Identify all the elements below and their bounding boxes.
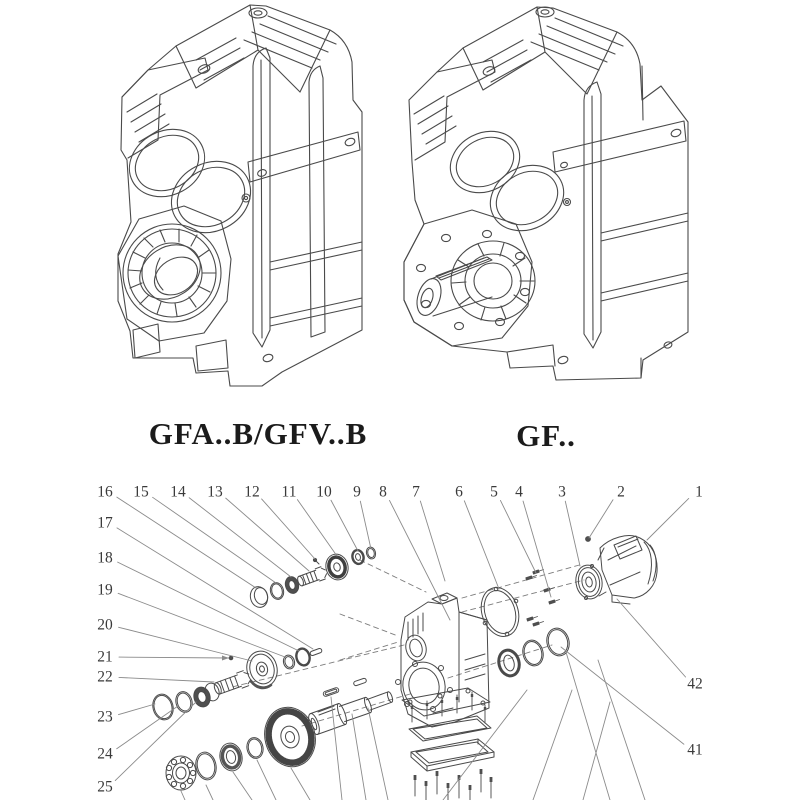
callout-label-3: 3 xyxy=(558,483,566,501)
callout-label-5: 5 xyxy=(490,483,498,501)
model-label-right: GF.. xyxy=(516,418,576,453)
callout-label-42: 42 xyxy=(687,675,703,693)
callout-label-13: 13 xyxy=(207,483,223,501)
callout-label-23: 23 xyxy=(97,708,113,726)
callout-label-22: 22 xyxy=(97,668,113,686)
callout-label-10: 10 xyxy=(316,483,332,501)
callout-label-17: 17 xyxy=(97,514,113,532)
callout-label-15: 15 xyxy=(133,483,149,501)
callout-label-18: 18 xyxy=(97,549,113,567)
callout-label-2: 2 xyxy=(617,483,625,501)
callout-label-9: 9 xyxy=(353,483,361,501)
callout-label-6: 6 xyxy=(455,483,463,501)
callout-label-7: 7 xyxy=(412,483,420,501)
callout-label-21: 21 xyxy=(97,648,113,666)
callout-label-4: 4 xyxy=(515,483,523,501)
model-label-left: GFA..B/GFV..B xyxy=(148,416,368,451)
callout-label-14: 14 xyxy=(170,483,186,501)
callout-label-25: 25 xyxy=(97,778,113,796)
callout-label-24: 24 xyxy=(97,745,113,763)
callout-label-11: 11 xyxy=(281,483,297,501)
callout-label-1: 1 xyxy=(695,483,703,501)
callout-label-16: 16 xyxy=(97,483,113,501)
callout-label-20: 20 xyxy=(97,616,113,634)
callout-label-19: 19 xyxy=(97,581,113,599)
callout-label-12: 12 xyxy=(244,483,260,501)
callout-label-8: 8 xyxy=(379,483,387,501)
callout-label-41: 41 xyxy=(687,741,703,759)
